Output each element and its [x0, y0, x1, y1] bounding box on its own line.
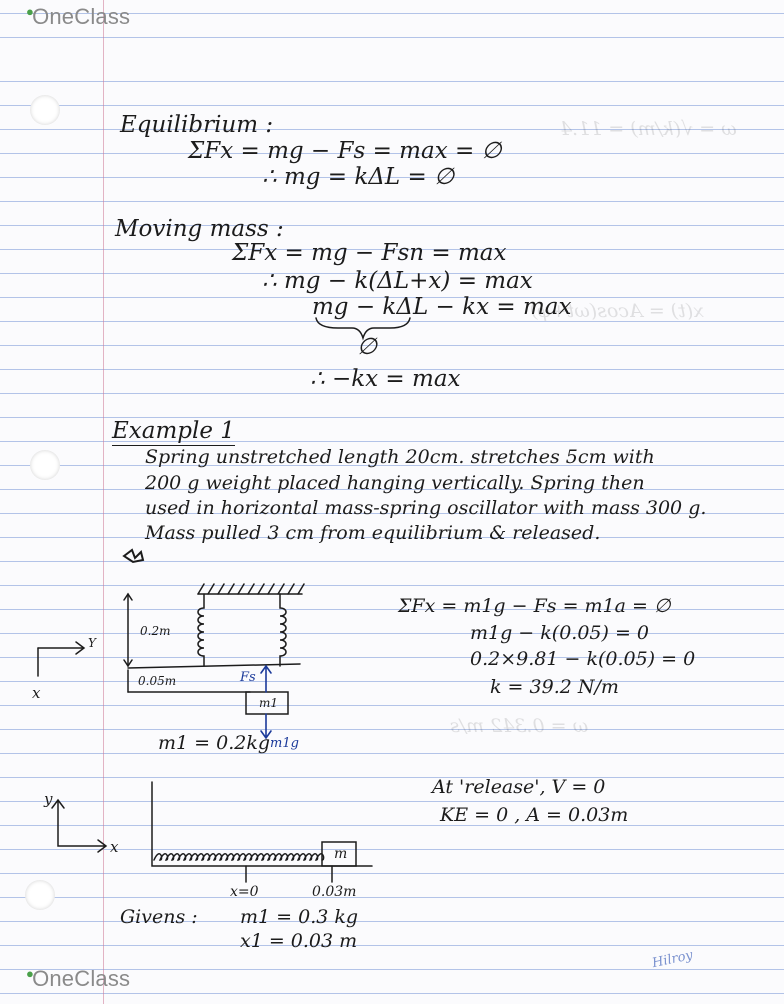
axis-x-label-2: x [110, 838, 119, 856]
force-eq-line-3: 0.2×9.81 − k(0.05) = 0 [470, 648, 696, 670]
notebook-mark: Hilroy [650, 947, 695, 972]
moving-brace-value: ∅ [357, 334, 378, 360]
force-down-label: m1g [270, 736, 299, 751]
bleed-through: ω = √(k/m) = 11.4 [560, 118, 737, 140]
bleed-through: x(t) = Acos(ωt+φ) [530, 300, 704, 322]
givens-position: x1 = 0.03 m [240, 930, 358, 952]
givens-mass: m1 = 0.3 kg [240, 906, 359, 928]
axis-y-label-2: y [44, 790, 53, 808]
spring-right [280, 594, 286, 666]
moving-line-2: ∴ mg − k(ΔL+x) = max [262, 268, 533, 294]
force-up-label: Fs [240, 670, 256, 685]
givens-label: Givens : [120, 906, 198, 928]
example-line-4: Mass pulled 3 cm from equilibrium & released. [145, 522, 601, 544]
ceiling-hatch [198, 584, 304, 594]
example-heading: Example 1 [112, 418, 235, 444]
brand-logo: ●OneClass [26, 4, 131, 29]
release-line-2: KE = 0 , A = 0.03m [440, 804, 629, 826]
force-eq-line-2: m1g − k(0.05) = 0 [470, 622, 649, 644]
bleed-through: ω = 0.342 m/s [450, 715, 589, 737]
equilibrium-line-1: ΣFx = mg − Fs = max = ∅ [188, 138, 502, 164]
mass-label-horizontal: m [334, 846, 348, 862]
spring-horizontal [154, 854, 324, 860]
scribble-mark [124, 550, 143, 562]
ext-line [128, 664, 300, 668]
tick-zero-label: x=0 [230, 884, 259, 900]
example-line-3: used in horizontal mass-spring oscillator with mass 300 g. [145, 497, 707, 519]
example-line-2: 200 g weight placed hanging vertically. Spring then [145, 472, 645, 494]
equilibrium-line-2: ∴ mg = kΔL = ∅ [262, 164, 455, 190]
axis-y-arrow [38, 642, 84, 654]
spring-left [198, 594, 204, 666]
brand-logo-footer: ●OneClass [26, 966, 131, 991]
mass-value: m1 = 0.2kg [158, 732, 270, 754]
equilibrium-heading: Equilibrium : [120, 112, 274, 138]
axis-y-label: Y [88, 636, 96, 650]
oneclass-leaf-icon: ● [26, 966, 35, 981]
oneclass-leaf-icon: ● [26, 4, 35, 19]
example-line-1: Spring unstretched length 20cm. stretches 5cm with [145, 446, 655, 468]
mass-label: m1 [259, 696, 279, 710]
moving-line-1: ΣFx = mg − Fsn = max [232, 240, 507, 266]
length-top-label: 0.2m [140, 624, 171, 638]
axis-x-label: x [32, 684, 41, 702]
length-stretch-label: 0.05m [138, 674, 177, 688]
underbrace [316, 318, 410, 338]
moving-line-4: ∴ −kx = max [310, 366, 461, 392]
moving-heading: Moving mass : [115, 216, 284, 242]
force-eq-line-4: k = 39.2 N/m [490, 676, 619, 698]
force-arrow-up [261, 666, 271, 692]
force-eq-line-1: ΣFx = m1g − Fs = m1a = ∅ [398, 595, 671, 617]
release-line-1: At 'release', V = 0 [432, 776, 606, 798]
tick-amp-label: 0.03m [312, 884, 357, 900]
moving-line-3: mg − kΔL − kx = max [312, 294, 572, 320]
axes-2d [52, 800, 106, 852]
